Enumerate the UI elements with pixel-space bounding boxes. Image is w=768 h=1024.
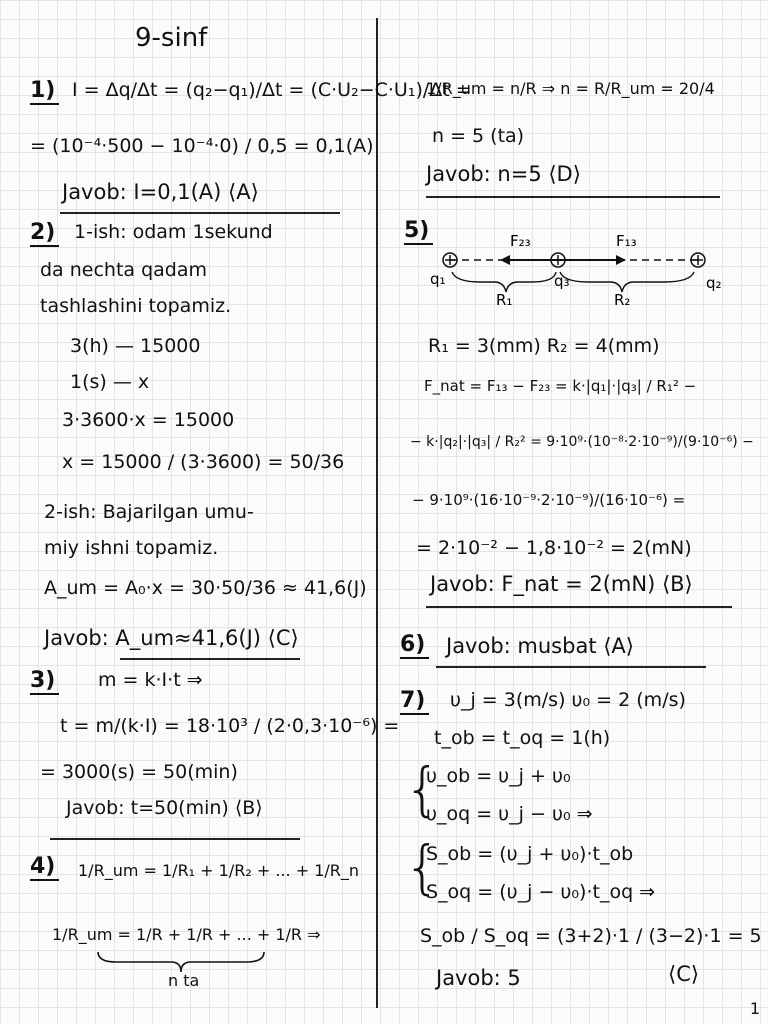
p3-answer: Javob: t=50(min) ⟨B⟩ (66, 797, 263, 819)
p7-speeds: υ_j = 3(m/s) υ₀ = 2 (m/s) (450, 689, 686, 711)
p5-underline (426, 606, 732, 608)
p7-choice: ⟨C⟩ (668, 962, 700, 986)
problem-7-label: 7) (400, 688, 429, 715)
p7-velocity-sum: υ_ob = υ_j + υ₀ (426, 765, 571, 787)
p4-underline (426, 196, 720, 198)
p1-underline (60, 212, 340, 214)
problem-6-label: 6) (400, 632, 429, 659)
p2-answer: Javob: A_um≈41,6(J) ⟨C⟩ (44, 626, 299, 650)
p4-formula-1: 1/R_um = 1/R₁ + 1/R₂ + ... + 1/R_n (78, 861, 360, 880)
p2-equation: 3·3600·x = 15000 (62, 409, 235, 431)
p2-underline (120, 658, 300, 660)
p2-text-2: da nechta qadam (40, 259, 208, 281)
p5-force-result: = 2·10⁻² − 1,8·10⁻² = 2(mN) (416, 537, 692, 559)
label-q3: q₃ (554, 272, 570, 290)
p2-proportion-1: 3(h) — 15000 (70, 335, 201, 357)
p7-answer: Javob: 5 (436, 966, 521, 990)
p3-formula: m = k·I·t ⇒ (98, 669, 203, 691)
p2-proportion-2: 1(s) — x (70, 371, 150, 393)
p6-answer: Javob: musbat ⟨A⟩ (446, 634, 634, 658)
p5-force-1: F_nat = F₁₃ − F₂₃ = k·|q₁|·|q₃| / R₁² − (424, 377, 697, 395)
p7-distance-ob: S_ob = (υ_j + υ₀)·t_ob (426, 843, 634, 865)
problem-3-label: 3) (30, 668, 59, 695)
problem-1-label: 1) (30, 78, 59, 105)
p5-distances: R₁ = 3(mm) R₂ = 4(mm) (428, 335, 660, 357)
charges-diagram (420, 226, 730, 308)
page-number: 1 (749, 999, 760, 1018)
p2-text-5: miy ishni topamiz. (44, 537, 219, 559)
p5-force-2: − k·|q₂|·|q₃| / R₂² = 9·10⁹·(10⁻⁸·2·10⁻⁹)/(9·10⁻⁶) − (410, 434, 754, 450)
p3-result: = 3000(s) = 50(min) (40, 761, 238, 783)
p4-formula-2: 1/R_um = 1/R + 1/R + ... + 1/R ⇒ (52, 925, 321, 944)
p7-brace-1: { (404, 755, 441, 823)
column-divider (376, 18, 378, 1008)
p7-velocity-diff: υ_oq = υ_j − υ₀ ⇒ (426, 803, 593, 825)
p1-formula-2: = (10⁻⁴·500 − 10⁻⁴·0) / 0,5 = 0,1(A) (30, 135, 374, 157)
problem-4-label: 4) (30, 854, 59, 881)
p3-underline (50, 838, 300, 840)
p1-formula-1: I = Δq/Δt = (q₂−q₁)/Δt = (C·U₂−C·U₁)/Δt = (72, 79, 472, 101)
p4-formula-3: 1/R_um = n/R ⇒ n = R/R_um = 20/4 (426, 79, 715, 98)
label-r1: R₁ (496, 291, 513, 308)
label-f23: F₂₃ (510, 232, 531, 250)
p7-ratio: S_ob / S_oq = (3+2)·1 / (3−2)·1 = 5 (420, 925, 762, 947)
label-f13: F₁₃ (616, 232, 637, 250)
p1-answer: Javob: I=0,1(A) ⟨A⟩ (62, 180, 259, 204)
p6-underline (436, 666, 706, 668)
p7-brace-2: { (404, 833, 441, 901)
problem-5-label: 5) (404, 218, 433, 245)
problem-2-label: 2) (30, 220, 59, 247)
p4-answer: Javob: n=5 ⟨D⟩ (426, 162, 581, 186)
p7-times: t_ob = t_oq = 1(h) (434, 727, 611, 749)
p5-answer: Javob: F_nat = 2(mN) ⟨B⟩ (430, 572, 693, 596)
p3-solution: t = m/(k·I) = 18·10³ / (2·0,3·10⁻⁶) = (60, 715, 400, 737)
p2-x-value: x = 15000 / (3·3600) = 50/36 (62, 451, 345, 473)
p4-result: n = 5 (ta) (432, 125, 525, 147)
page-title: 9-sinf (135, 23, 208, 53)
p2-text-1: 1-ish: odam 1sekund (74, 221, 273, 243)
label-r2: R₂ (614, 291, 631, 308)
p7-distance-oq: S_oq = (υ_j − υ₀)·t_oq ⇒ (426, 881, 656, 903)
label-q1: q₁ (430, 270, 446, 288)
p2-work-formula: A_um = A₀·x = 30·50/36 ≈ 41,6(J) (44, 577, 367, 599)
label-q2: q₂ (706, 274, 722, 292)
p4-brace-label: n ta (168, 971, 200, 990)
p5-force-3: − 9·10⁹·(16·10⁻⁹·2·10⁻⁹)/(16·10⁻⁶) = (412, 491, 686, 509)
p2-text-4: 2-ish: Bajarilgan umu- (44, 501, 254, 523)
p2-text-3: tashlashini topamiz. (40, 295, 232, 317)
